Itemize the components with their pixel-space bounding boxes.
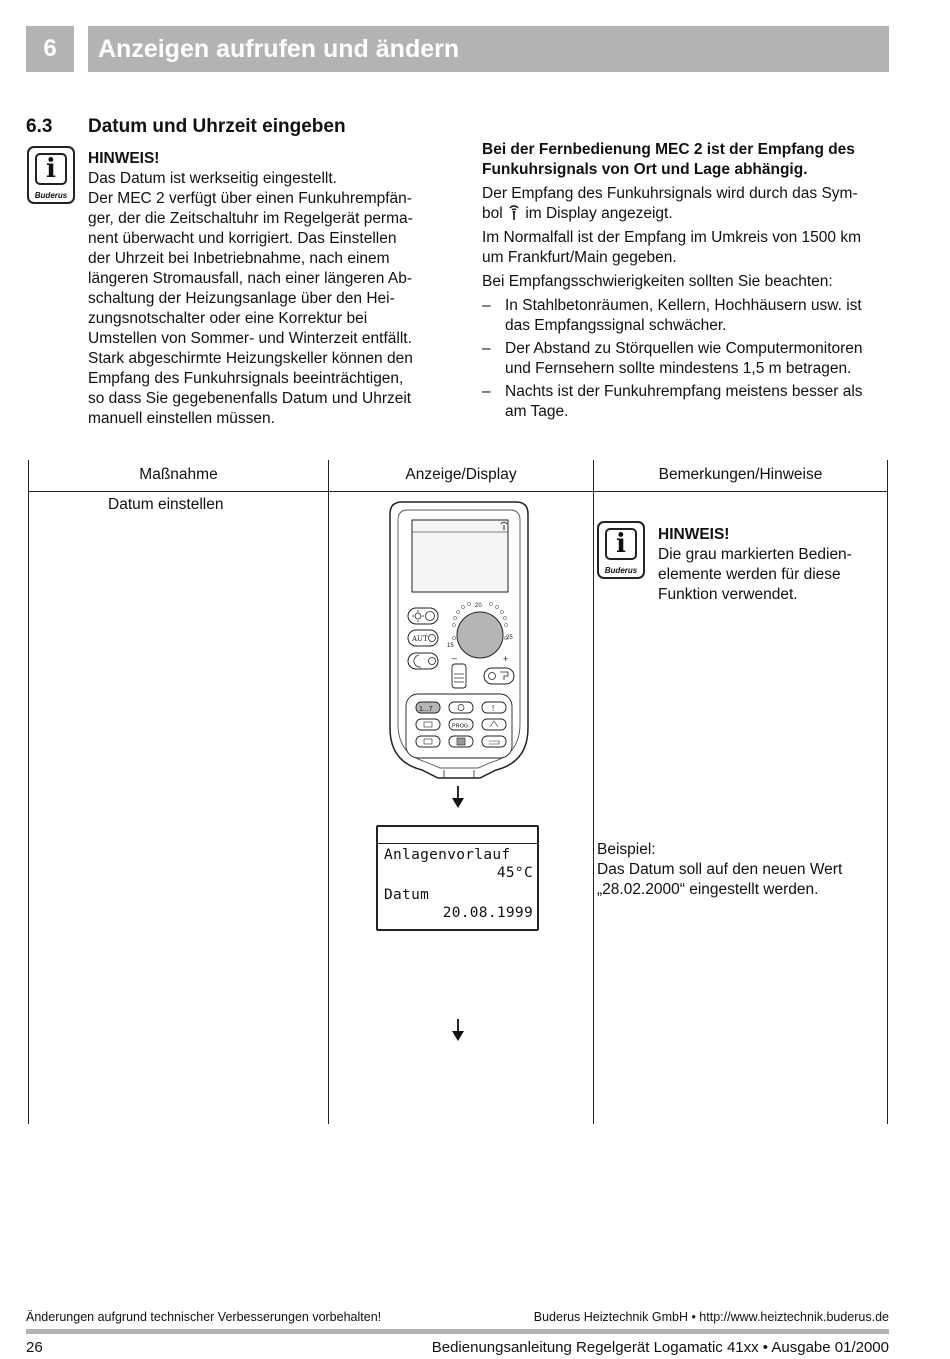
paragraph-symbol [482, 184, 892, 224]
dial-plus: + [503, 654, 509, 664]
example-line: Beispiel: [597, 841, 656, 858]
down-arrow-icon [452, 1019, 464, 1041]
note-line: Stark abgeschirmte Heizungskeller können den [88, 350, 413, 367]
note-line: Der MEC 2 verfügt über einen Funkuhrempfän- [88, 190, 412, 207]
dial-minus: – [452, 653, 458, 663]
dash-bullet: – [482, 297, 491, 314]
list-item [482, 339, 892, 379]
example-text [597, 840, 885, 900]
page-number: 26 [26, 1339, 43, 1356]
right-column [482, 140, 892, 425]
note-line: Umstellen von Sommer- und Winterzeit entfällt. [88, 330, 412, 347]
icon-brand-label: Buderus [604, 566, 638, 575]
left-note [88, 149, 448, 429]
table-divider [593, 460, 594, 1124]
paragraph-range [482, 228, 892, 268]
icon-brand-label: Buderus [34, 191, 68, 200]
text-line: das Empfangssignal schwächer. [505, 317, 727, 334]
antenna-icon [507, 205, 521, 221]
dial-label-25: 25 [506, 635, 513, 641]
note-line: so dass Sie gegebenenfalls Datum und Uhrzeit [88, 390, 412, 407]
table-divider [328, 460, 329, 1124]
section-title: Datum und Uhrzeit eingeben [88, 116, 346, 137]
row-action: Datum einstellen [108, 496, 224, 513]
text-line: In Stahlbetonräumen, Kellern, Hochhäusern usw. ist [505, 297, 862, 314]
example-line: Das Datum soll auf den neuen Wert [597, 861, 843, 878]
example-line: „28.02.2000“ eingestellt werden. [597, 881, 819, 898]
table-header-action: Maßnahme [139, 466, 218, 483]
days-button-label: 1...7 [419, 706, 433, 713]
text-line: Der Abstand zu Störquellen wie Computermonitoren [505, 340, 863, 357]
dial-label-20: 20 [475, 603, 482, 609]
footer-rule [26, 1329, 889, 1334]
lcd-status-bar [378, 827, 537, 844]
table-header-remarks: Bemerkungen/Hinweise [658, 466, 823, 483]
display-line-4: 20.08.1999 [442, 905, 533, 921]
chapter-title: Anzeigen aufrufen und ändern [88, 26, 889, 72]
table-header-display: Anzeige/Display [405, 466, 517, 483]
note-line: längeren Stromausfall, nach einer längeren Ab- [88, 270, 412, 287]
bold-line: Funkuhrsignals von Ort und Lage abhängig. [482, 161, 808, 178]
table-border-left [28, 460, 29, 1124]
dash-bullet: – [482, 340, 491, 357]
dash-bullet: – [482, 383, 491, 400]
lcd-display [376, 825, 539, 931]
note-heading: HINWEIS! [88, 150, 160, 167]
note-heading: HINWEIS! [658, 526, 730, 543]
down-arrow-icon [452, 786, 464, 808]
auto-button-label: AUT [412, 635, 428, 643]
remote-control-device [388, 500, 530, 782]
section-number: 6.3 [26, 116, 53, 137]
text-line: und Fernsehern sollte mindestens 1,5 m betragen. [505, 360, 852, 377]
document-title: Bedienungsanleitung Regelgerät Logamatic 41xx • Ausgabe 01/2000 [431, 1339, 889, 1356]
text-line: am Tage. [505, 403, 569, 420]
text-line: bol [482, 205, 503, 222]
note-line: manuell einstellen müssen. [88, 410, 275, 427]
bold-intro [482, 140, 892, 180]
note-line: Die grau markierten Bedien- [658, 546, 852, 563]
info-glyph: i [605, 528, 637, 560]
text-line: Der Empfang des Funkuhrsignals wird durch das Sym- [482, 185, 858, 202]
note-line: zungsnotschalter oder eine Korrektur bei [88, 310, 368, 327]
note-line: Empfang des Funkuhrsignals beeinträchtigen, [88, 370, 404, 387]
text-line: Nachts ist der Funkuhrempfang meistens besser als [505, 383, 863, 400]
info-button-label: ! [492, 704, 495, 713]
footer-disclaimer: Änderungen aufgrund technischer Verbesserungen vorbehalten! [26, 1310, 382, 1324]
display-line-2: 45°C [496, 865, 533, 881]
table-note [658, 525, 883, 605]
chapter-number: 6 [26, 26, 74, 72]
footer-company: Buderus Heiztechnik GmbH • http://www.heiztechnik.buderus.de [533, 1310, 889, 1324]
note-line: ger, der die Zeitschaltuhr im Regelgerät perma- [88, 210, 413, 227]
grey-key-icon [457, 738, 465, 745]
text-line: im Display angezeigt. [525, 205, 673, 222]
list-item [482, 296, 892, 336]
paragraph-difficulties: Bei Empfangsschwierigkeiten sollten Sie beachten: [482, 273, 833, 290]
list-item [482, 382, 892, 422]
display-line-3: Datum [384, 887, 430, 903]
text-line: um Frankfurt/Main gegeben. [482, 249, 677, 266]
note-line: Funktion verwendet. [658, 586, 798, 603]
note-line: Das Datum ist werkseitig eingestellt. [88, 170, 337, 187]
table-border-right [887, 460, 888, 1124]
info-glyph: i [35, 153, 67, 185]
display-line-1: Anlagenvorlauf [384, 847, 511, 863]
dial-label-15: 15 [447, 643, 454, 649]
table-header-rule [28, 491, 888, 492]
note-line: nent überwacht und korrigiert. Das Einstellen [88, 230, 397, 247]
note-line: schaltung der Heizungsanlage über den Hei- [88, 290, 395, 307]
info-icon [27, 146, 75, 204]
prog-button-label: PROG. [452, 723, 470, 730]
note-line: der Uhrzeit bei Inbetriebnahme, nach einem [88, 250, 390, 267]
info-icon [597, 521, 645, 579]
bold-line: Bei der Fernbedienung MEC 2 ist der Empfang des [482, 141, 855, 158]
note-line: elemente werden für diese [658, 566, 841, 583]
text-line: Im Normalfall ist der Empfang im Umkreis von 1500 km [482, 229, 862, 246]
